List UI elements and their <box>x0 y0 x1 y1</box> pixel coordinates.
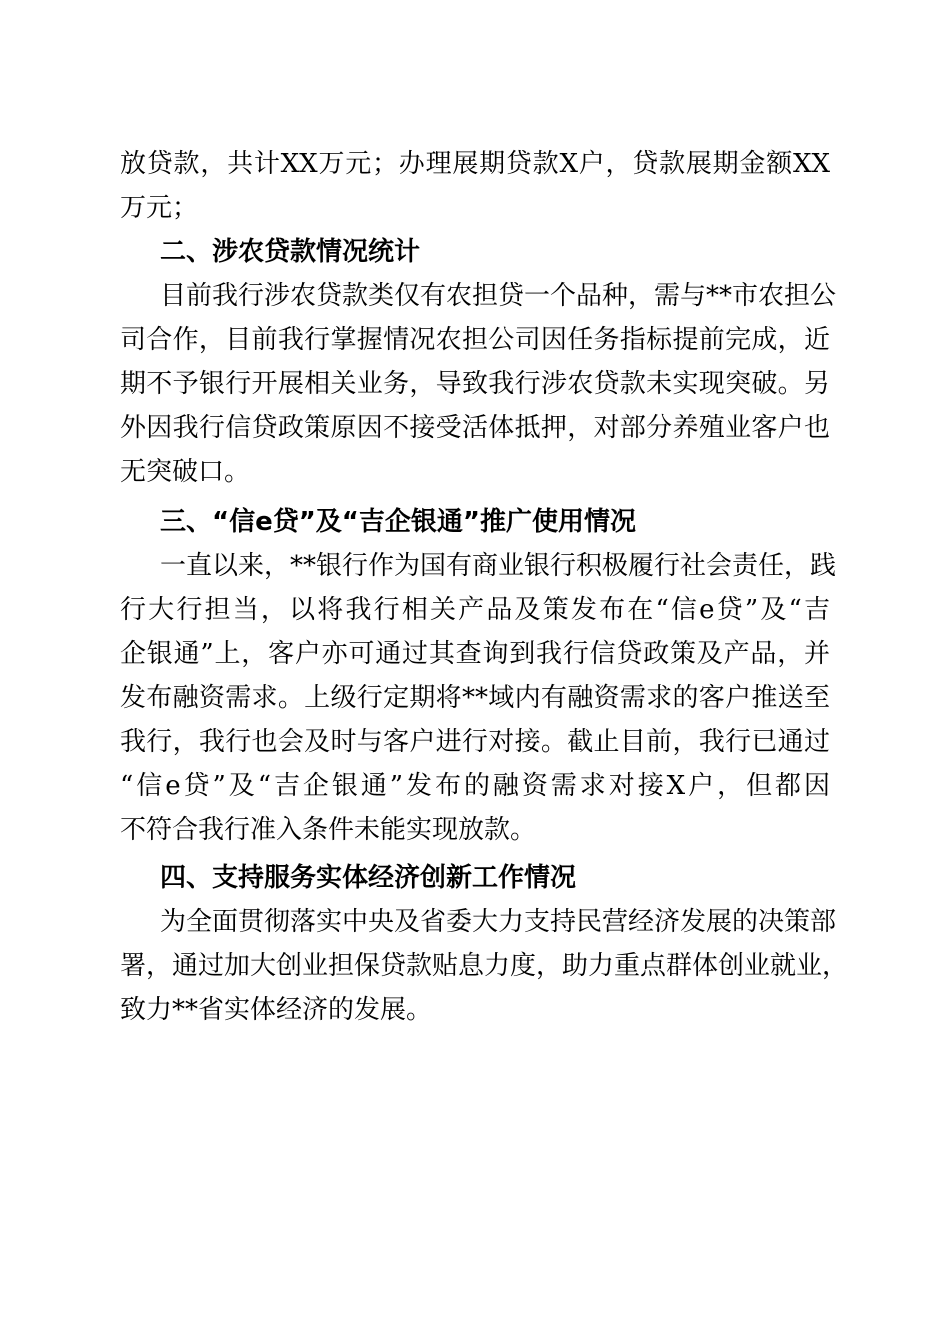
section-2-line-1: 目前我行涉农贷款类仅有农担贷一个品种，需与**市农担公 <box>160 281 837 311</box>
section-4-heading: 四、支持服务实体经济创新工作情况 <box>160 863 577 893</box>
section-3-line-5: 我行，我行也会及时与客户进行对接。截止目前，我行已通过 <box>120 727 830 757</box>
section-2-line-5: 无突破口。 <box>120 457 251 487</box>
section-3-line-7: 不符合我行准入条件未能实现放款。 <box>120 815 537 845</box>
section-2-line-4: 外因我行信贷政策原因不接受活体抵押，对部分养殖业客户也 <box>120 413 830 443</box>
intro-line-2: 万元； <box>120 193 199 223</box>
section-2-heading: 二、涉农贷款情况统计 <box>160 237 421 267</box>
section-2-line-3: 期不予银行开展相关业务，导致我行涉农贷款未实现突破。另 <box>120 369 830 399</box>
section-3-line-4: 发布融资需求。上级行定期将**域内有融资需求的客户推送至 <box>120 683 830 713</box>
section-3-line-2: 行大行担当，以将我行相关产品及策发布在“信e贷”及“吉 <box>120 595 830 625</box>
section-3-line-3: 企银通”上，客户亦可通过其查询到我行信贷政策及产品，并 <box>120 639 830 669</box>
section-4-line-2: 署，通过加大创业担保贷款贴息力度，助力重点群体创业就业， <box>120 951 849 981</box>
section-3-line-1: 一直以来，**银行作为国有商业银行积极履行社会责任，践 <box>160 551 837 581</box>
section-4-line-3: 致力**省实体经济的发展。 <box>120 995 433 1025</box>
section-4-line-1: 为全面贯彻落实中央及省委大力支持民营经济发展的决策部 <box>160 907 837 937</box>
intro-line-1: 放贷款，共计XX万元；办理展期贷款X户，贷款展期金额XX <box>120 149 830 179</box>
section-2-line-2: 司合作，目前我行掌握情况农担公司因任务指标提前完成，近 <box>120 325 830 355</box>
section-3-heading: 三、“信e贷”及“吉企银通”推广使用情况 <box>160 507 636 537</box>
section-3-line-6: “信e贷”及“吉企银通”发布的融资需求对接X户，但都因 <box>120 771 830 801</box>
